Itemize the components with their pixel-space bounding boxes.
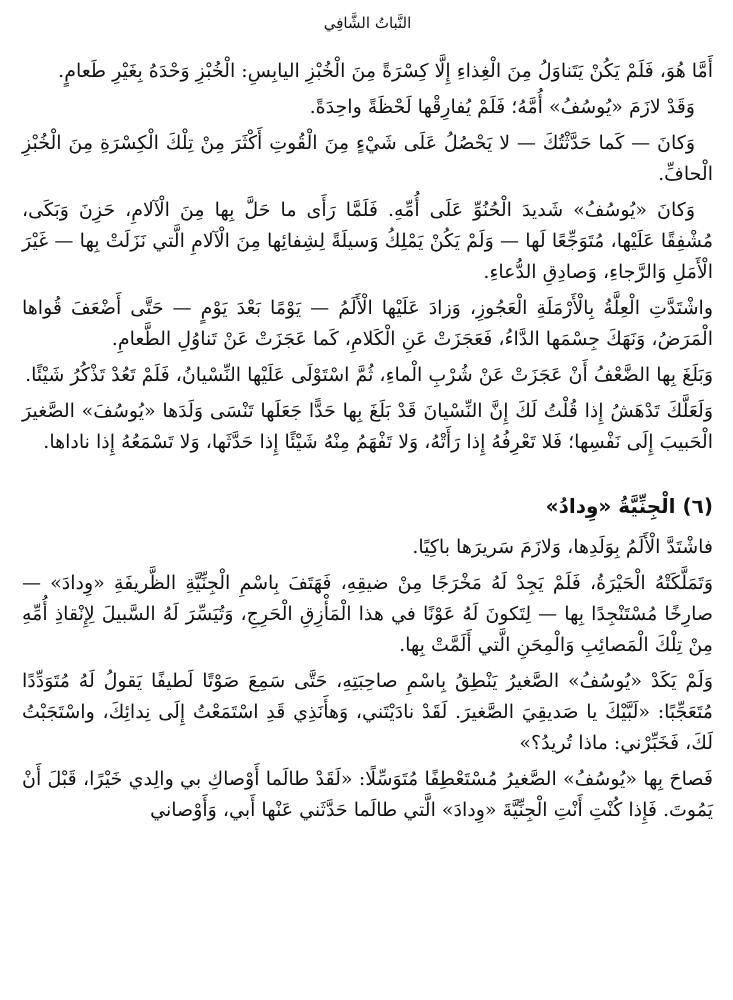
section-heading: (٦) الْجِنِّيَّةُ «وِدادُ» <box>545 494 713 518</box>
paragraph: وَلَعَلَّكَ تَدْهَشُ إِذا قُلْتُ لَكَ إِنَّ النِّسْيانَ قَدْ بَلَغَ بِها حَدًّا جَعَلَها تَنْسَى وَلَدَها «يُوسُفَ» الصَّغيرَ الْحَبيبَ إِلَى نَفْسِها؛ فَلا تَعْرِفُهُ إِذا رَأَتْهُ، وَلا تَفْهَمُ مِنْهُ شَيْئًا إِذا حَدَّثَها، وَلا تَسْمَعُهُ إِذا ناداها. <box>22 400 713 453</box>
paragraph: وَلَمْ يَكَدْ «يُوسُفُ» الصَّغيرُ يَنْطِقُ بِاسْمِ صاحِبَتِهِ، حَتَّى سَمِعَ صَوْتًا لَطيفًا يَقولُ لَهُ مُتَوَدِّدًا مُتَعَجِّبًا: «لَبَّيْكَ يا صَديقِيَ الصَّغيرَ. لَقَدْ نادَيْتَني، وَهأَنَذِي قَدِ اسْتَمَعْتُ إِلَى نِدائِكَ، واسْتَجَبْتُ لَكَ، فَخَبِّرْني: ماذا تُريدُ؟» <box>22 670 713 754</box>
paragraph: وَتَمَلَّكَتْهُ الْحَيْرَةُ، فَلَمْ يَجِدْ لَهُ مَخْرَجًا مِنْ ضيقِهِ، فَهَتَفَ بِاسْمِ الْجِنِّيَّةِ الظَّريفَةِ «وِدادَ» — صارِخًا مُسْتَنْجِدًا بِها — لِتَكونَ لَهُ عَوْنًا في هذا الْمَأْزِقِ الْحَرِجِ، وَتُيَسِّرَ لَهُ السَّبيلَ لِإِنْقاذِ أُمِّهِ مِنْ تِلْكَ الْمَصائِبِ وَالْمِحَنِ الَّتي أَلَمَّتْ بِها. <box>22 572 713 656</box>
paragraph: وَبَلَغَ بِها الضَّعْفُ أَنْ عَجَزَتْ عَنْ شُرْبِ الْماءِ، ثُمَّ اسْتَوْلَى عَلَيْها النِّسْيانُ، فَلَمْ تَعُدْ تَذْكُرُ شَيْئًا. <box>25 364 713 386</box>
running-header: النَّباتُ الشَّافِي <box>323 14 412 32</box>
body-text <box>22 56 713 826</box>
paragraph: أَمَّا هُوَ، فَلَمْ يَكُنْ يَتَناوَلُ مِنَ الْغِذاءِ إِلَّا كِسْرَةً مِنَ الْخُبْزِ اليابِسِ: الْخُبْزِ وَحْدَهُ بِغَيْرِ طَعامٍ. <box>58 60 713 82</box>
paragraph: وَكانَ «يُوسُفُ» شَديدَ الْحُنُوِّ عَلَى أُمِّهِ. فَلَمَّا رَأَى ما حَلَّ بِها مِنَ الْآلامِ، حَزِنَ وَبَكَى، مُشْفِقًا عَلَيْها، مُتَوَجِّعًا لَها — وَلَمْ يَكُنْ يَمْلِكُ وَسيلَةً لِشِفائِها مِنَ الْآلامِ الَّتي نَزَلَتْ بِها — غَيْرَ الْأَمَلِ وَالرَّجاءِ، وَصادِقِ الدُّعاءِ. <box>22 199 713 283</box>
paragraph: وَقَدْ لازَمَ «يُوسُفُ» أُمَّهُ؛ فَلَمْ يُفارِقْها لَحْظَةً واحِدَةً. <box>309 96 695 118</box>
paragraph: واشْتَدَّتِ الْعِلَّةُ بِالْأَرْمَلَةِ الْعَجُوزِ، وَزادَ عَلَيْها الْأَلَمُ — يَوْمًا بَعْدَ يَوْمٍ — حَتَّى أَضْعَفَ قُواها الْمَرَضُ، وَنَهَكَ جِسْمَها الدَّاءُ، فَعَجَزَتْ عَنِ الْكَلامِ، كَما عَجَزَتْ عَنْ تَناوُلِ الطَّعامِ. <box>22 297 713 350</box>
paragraph: فَصاحَ بِها «يُوسُفُ» الصَّغيرُ مُسْتَعْطِفًا مُتَوَسِّلًا: «لَقَدْ طالَما أَوْصاكِ بي والِدي خَيْرًا، قَبْلَ أَنْ يَمُوتَ. فَإِذا كُنْتِ أَنْتِ الْجِنِّيَّةَ «وِدادَ» الَّتي طالَما حَدَّثَني عَنْها أَبي، وَأَوْصاني <box>22 768 713 821</box>
paragraph: فاشْتَدَّ الْأَلَمُ بِوَلَدِها، وَلازَمَ سَريرَها باكِيًا. <box>412 536 713 558</box>
paragraph: وَكانَ — كَما حَدَّثْتُكَ — لا يَحْصُلُ عَلَى شَيْءٍ مِنَ الْقُوتِ أَكْثَرَ مِنْ تِلْكَ الْكِسْرَةِ مِنَ الْخُبْزِ الْحافِّ. <box>22 132 713 185</box>
